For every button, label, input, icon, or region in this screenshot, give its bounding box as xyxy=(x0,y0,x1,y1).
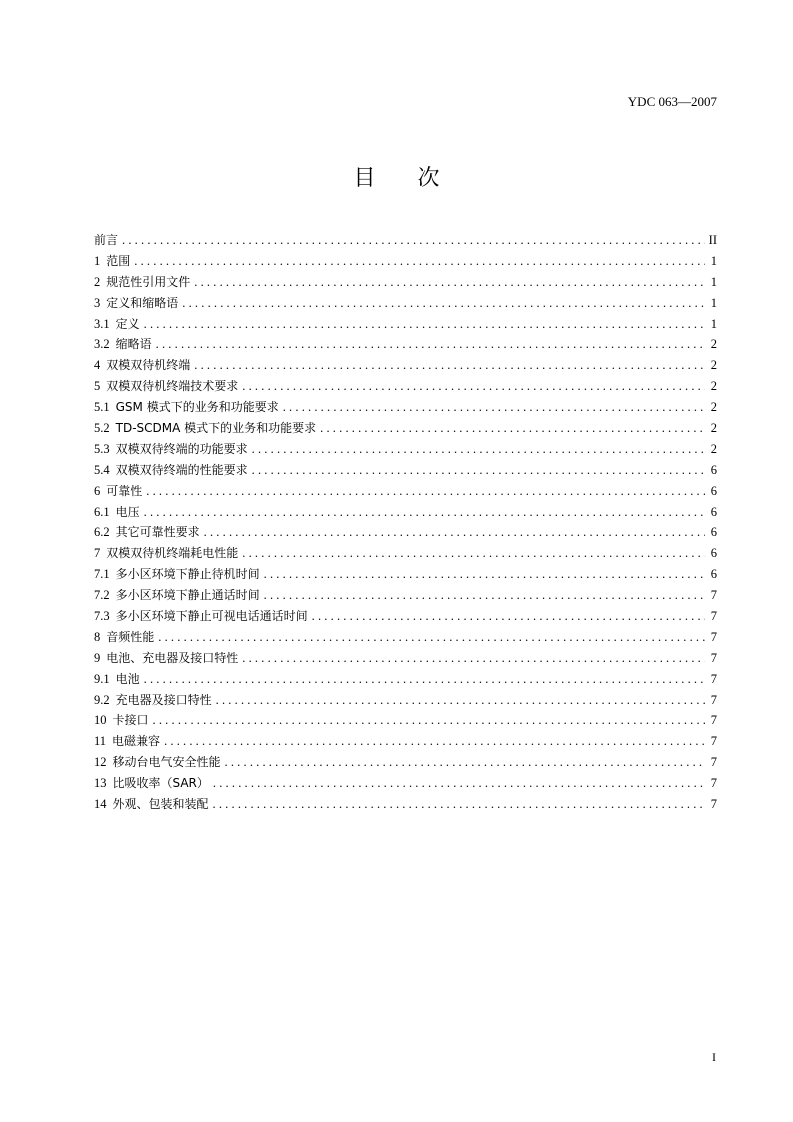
toc-entry[interactable] xyxy=(94,627,717,648)
toc-entry-number: 5.4 xyxy=(94,462,110,477)
toc-entry-label: 双模双待机终端技术要求 xyxy=(106,379,239,394)
toc-leader-dots xyxy=(320,418,705,439)
toc-entry[interactable] xyxy=(94,690,717,711)
toc-entry-label: 双模双待机终端 xyxy=(106,358,191,373)
toc-entry-page: 7 xyxy=(710,588,717,603)
toc-entry-label: 移动台电气安全性能 xyxy=(112,755,221,770)
toc-entry-number: 8 xyxy=(94,629,101,644)
toc-entry-label: 双模双待终端的性能要求 xyxy=(115,462,248,477)
toc-leader-dots xyxy=(144,502,705,523)
toc-entry-number: 1 xyxy=(94,253,101,268)
toc-leader-dots xyxy=(242,648,705,669)
toc-leader-dots xyxy=(182,293,705,314)
toc-entry[interactable] xyxy=(94,439,717,460)
toc-entry-page: 7 xyxy=(710,734,717,749)
toc-leader-dots xyxy=(283,397,705,418)
toc-entry-label: 规范性引用文件 xyxy=(106,274,191,289)
toc-entry-page: 2 xyxy=(710,337,717,352)
toc-entry[interactable] xyxy=(94,481,717,502)
toc-entry-label: 缩略语 xyxy=(115,337,152,352)
toc-entry-page: 7 xyxy=(710,776,717,791)
toc-entry-number: 3 xyxy=(94,295,101,310)
toc-entry[interactable] xyxy=(94,251,717,272)
toc-entry-number: 5.1 xyxy=(94,400,110,415)
toc-entry[interactable] xyxy=(94,355,717,376)
toc-entry-label: 电池、充电器及接口特性 xyxy=(106,650,239,665)
toc-leader-dots xyxy=(158,627,705,648)
toc-entry-number: 7.1 xyxy=(94,567,110,582)
toc-entry-number: 6.1 xyxy=(94,504,110,519)
toc-leader-dots xyxy=(213,794,705,815)
toc-entry[interactable] xyxy=(94,230,717,251)
toc-entry-label: 定义 xyxy=(115,316,140,331)
toc-entry-number: 7 xyxy=(94,546,101,561)
toc-entry-label: 其它可靠性要求 xyxy=(115,525,200,540)
toc-leader-dots xyxy=(213,773,705,794)
toc-entry-label: 前言 xyxy=(94,233,119,247)
toc-entry[interactable] xyxy=(94,314,717,335)
toc-entry-page: 7 xyxy=(710,755,717,770)
toc-leader-dots xyxy=(242,376,705,397)
document-code: YDC 063—2007 xyxy=(627,94,717,109)
toc-entry-page: 2 xyxy=(710,400,717,415)
toc-leader-dots xyxy=(164,731,705,752)
toc-entry-number: 5 xyxy=(94,379,101,394)
toc-entry[interactable] xyxy=(94,522,717,543)
toc-entry-page: 2 xyxy=(710,379,717,394)
toc-entry-label: 电池 xyxy=(115,671,140,686)
table-of-contents xyxy=(94,230,717,815)
toc-entry-number: 3.1 xyxy=(94,316,110,331)
toc-entry[interactable] xyxy=(94,731,717,752)
toc-entry-page: 7 xyxy=(710,671,717,686)
toc-entry-number: 3.2 xyxy=(94,337,110,352)
toc-leader-dots xyxy=(153,710,705,731)
toc-leader-dots xyxy=(312,606,705,627)
toc-entry-page: 7 xyxy=(710,797,717,812)
toc-entry[interactable] xyxy=(94,710,717,731)
toc-entry-number: 7.2 xyxy=(94,588,110,603)
toc-entry-page: 7 xyxy=(710,713,717,728)
toc-leader-dots xyxy=(252,439,705,460)
toc-entry-label: 电磁兼容 xyxy=(112,734,161,749)
toc-entry-number: 9.2 xyxy=(94,692,110,707)
toc-entry[interactable] xyxy=(94,293,717,314)
toc-leader-dots xyxy=(122,230,705,251)
toc-entry-label: 双模双待终端的功能要求 xyxy=(115,441,248,456)
toc-entry-page: 6 xyxy=(710,567,717,582)
toc-entry-number: 11 xyxy=(94,734,107,749)
toc-entry[interactable] xyxy=(94,585,717,606)
toc-entry-number: 9.1 xyxy=(94,671,110,686)
toc-leader-dots xyxy=(146,481,705,502)
toc-entry-page: 2 xyxy=(710,441,717,456)
toc-leader-dots xyxy=(252,460,705,481)
toc-entry-page: II xyxy=(708,233,717,247)
toc-entry-number: 9 xyxy=(94,650,101,665)
toc-entry-number: 2 xyxy=(94,274,101,289)
toc-entry[interactable] xyxy=(94,502,717,523)
toc-leader-dots xyxy=(264,564,705,585)
toc-entry[interactable] xyxy=(94,460,717,481)
toc-entry-page: 6 xyxy=(710,504,717,519)
toc-entry[interactable] xyxy=(94,376,717,397)
toc-leader-dots xyxy=(144,314,705,335)
toc-entry-page: 1 xyxy=(710,274,717,289)
toc-entry-label: 多小区环境下静止通话时间 xyxy=(115,588,260,603)
toc-entry-page: 7 xyxy=(710,629,717,644)
toc-leader-dots xyxy=(225,752,705,773)
toc-leader-dots xyxy=(242,543,705,564)
toc-leader-dots xyxy=(144,669,705,690)
toc-entry-page: 1 xyxy=(710,253,717,268)
toc-entry-number: 6.2 xyxy=(94,525,110,540)
toc-entry-label: 可靠性 xyxy=(106,483,143,498)
toc-entry-page: 6 xyxy=(710,546,717,561)
toc-entry-label: TD-SCDMA 模式下的业务和功能要求 xyxy=(115,421,317,436)
toc-entry[interactable] xyxy=(94,564,717,585)
toc-entry-label: 电压 xyxy=(115,504,140,519)
toc-leader-dots xyxy=(194,272,705,293)
toc-entry-label: 多小区环境下静止待机时间 xyxy=(115,567,260,582)
toc-entry-label: 多小区环境下静止可视电话通话时间 xyxy=(115,609,308,624)
toc-entry-label: 定义和缩略语 xyxy=(106,295,179,310)
toc-entry-number: 4 xyxy=(94,358,101,373)
toc-entry-number: 5.2 xyxy=(94,421,110,436)
toc-leader-dots xyxy=(204,522,705,543)
toc-entry[interactable] xyxy=(94,794,717,815)
toc-entry-number: 7.3 xyxy=(94,609,110,624)
toc-entry-label: 外观、包装和装配 xyxy=(112,797,209,812)
toc-entry-number: 10 xyxy=(94,713,107,728)
toc-entry-page: 7 xyxy=(710,609,717,624)
toc-entry-page: 1 xyxy=(710,316,717,331)
toc-entry-label: 双模双待机终端耗电性能 xyxy=(106,546,239,561)
toc-entry-label: 范围 xyxy=(106,253,131,268)
toc-entry-label: GSM 模式下的业务和功能要求 xyxy=(115,400,279,415)
toc-entry-number: 13 xyxy=(94,776,107,791)
toc-entry[interactable] xyxy=(94,606,717,627)
toc-entry-page: 2 xyxy=(710,421,717,436)
toc-entry[interactable] xyxy=(94,543,717,564)
toc-entry-page: 6 xyxy=(710,462,717,477)
toc-entry[interactable] xyxy=(94,752,717,773)
toc-entry-label: 比吸收率（SAR） xyxy=(112,776,209,791)
toc-entry[interactable] xyxy=(94,397,717,418)
toc-entry-page: 7 xyxy=(710,692,717,707)
toc-leader-dots xyxy=(194,355,705,376)
toc-leader-dots xyxy=(216,690,705,711)
toc-leader-dots xyxy=(156,334,705,355)
toc-leader-dots xyxy=(134,251,705,272)
toc-entry-number: 6 xyxy=(94,483,101,498)
toc-leader-dots xyxy=(264,585,705,606)
toc-entry-page: 6 xyxy=(710,483,717,498)
toc-entry-page: 7 xyxy=(710,650,717,665)
page-number: I xyxy=(712,1050,716,1064)
toc-entry-label: 卡接口 xyxy=(112,713,149,728)
toc-title: 目次 xyxy=(353,166,482,191)
toc-entry-page: 2 xyxy=(710,358,717,373)
toc-entry-number: 14 xyxy=(94,797,107,812)
toc-entry[interactable] xyxy=(94,272,717,293)
toc-entry[interactable] xyxy=(94,334,717,355)
toc-entry[interactable] xyxy=(94,773,717,794)
toc-entry-label: 充电器及接口特性 xyxy=(115,692,212,707)
toc-entry[interactable] xyxy=(94,418,717,439)
toc-entry[interactable] xyxy=(94,669,717,690)
toc-entry-number: 12 xyxy=(94,755,107,770)
toc-entry-label: 音频性能 xyxy=(106,629,155,644)
toc-entry-number: 5.3 xyxy=(94,441,110,456)
toc-entry[interactable] xyxy=(94,648,717,669)
toc-entry-page: 1 xyxy=(710,295,717,310)
toc-entry-page: 6 xyxy=(710,525,717,540)
